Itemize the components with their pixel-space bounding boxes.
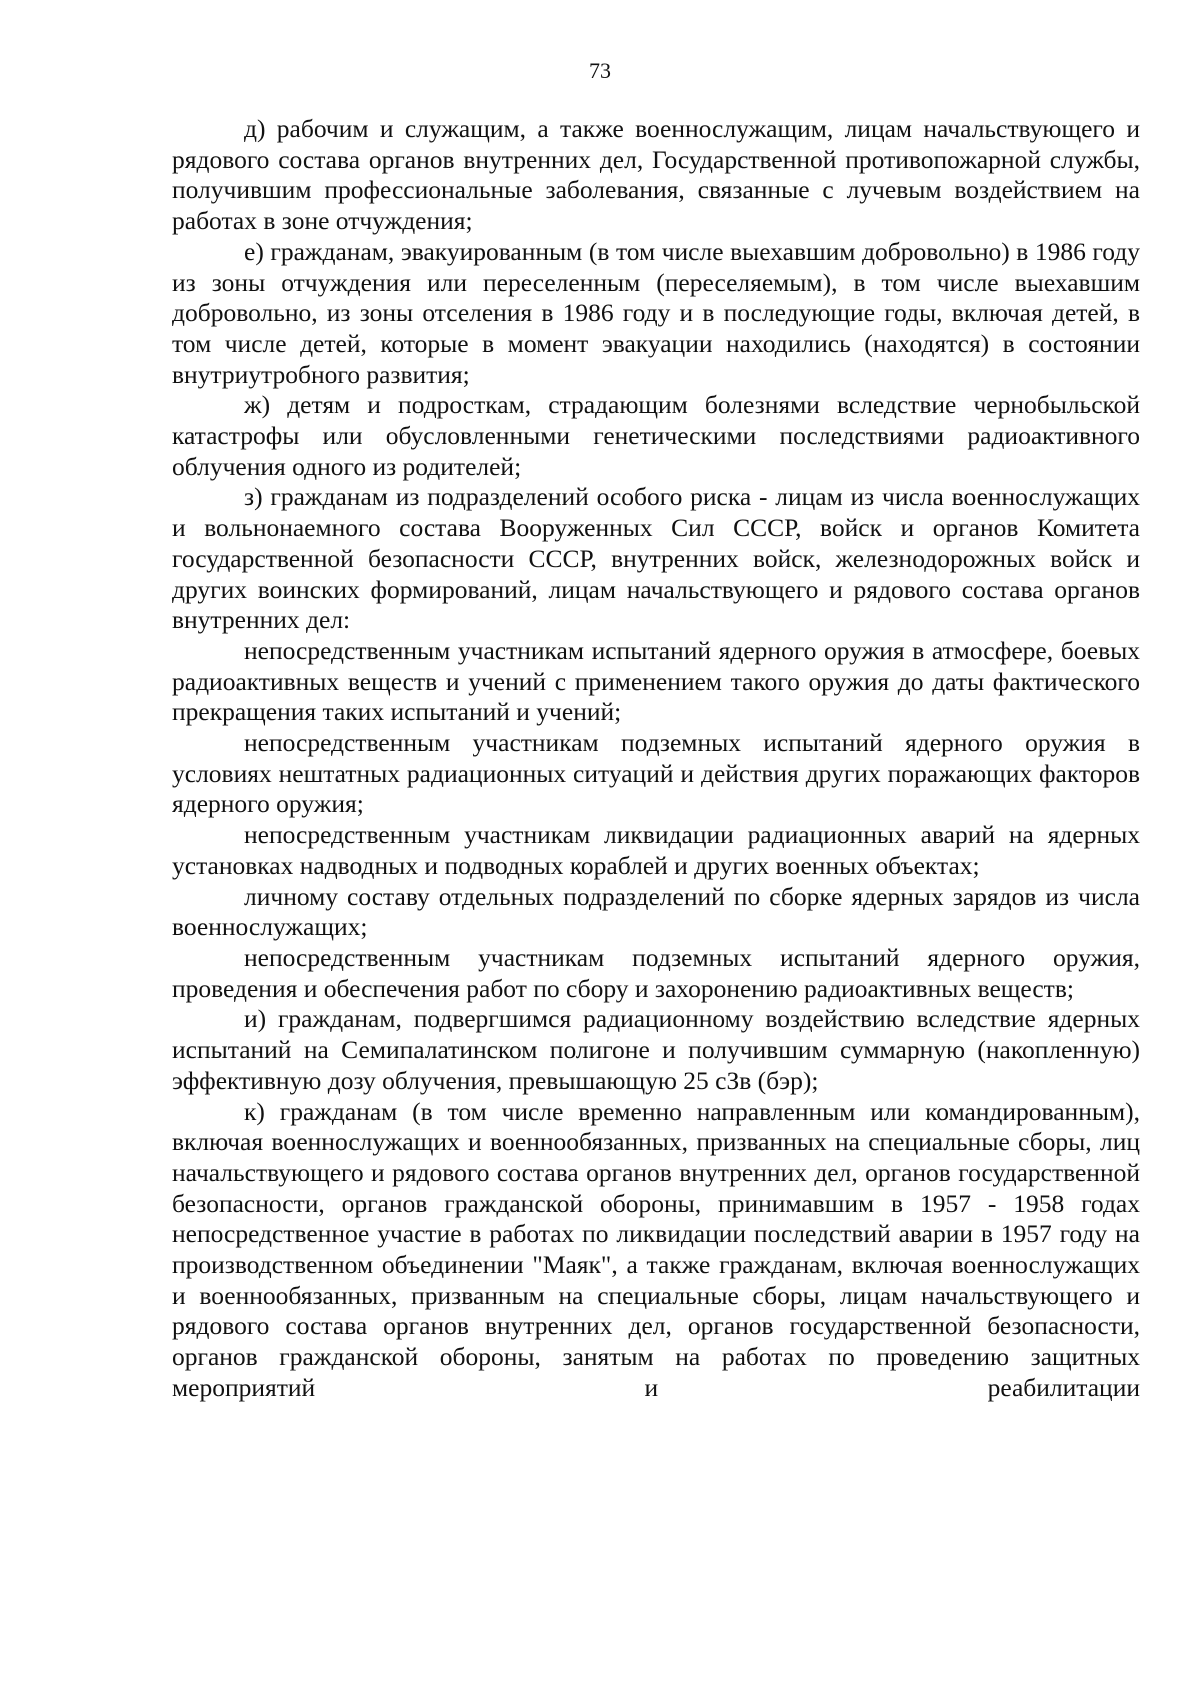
paragraph-k: к) гражданам (в том числе временно направленным или командированным), включая военнослужащих и военнообязанных, призванных на специальные сборы, лиц начальствующего и рядового состава органов внутренних дел, органов государственной безопасности, органов гражданской обороны, принимавшим в 1957 - 1958 годах непосредственное участие в работах по ликвидации последствий аварии в 1957 году на производственном объединении "Маяк", а также гражданам, включая военнослужащих и военнообязанных, призванным на специальные сборы, лицам начальствующего и рядового состава органов внутренних дел, органов государственной безопасности, органов гражданской обороны, занятым на работах по проведению защитных мероприятий и реабилитации	[172, 1096, 1140, 1402]
paragraph-z-item-2: непосредственным участникам подземных испытаний ядерного оружия в условиях нештатных радиационных ситуаций и действия других поражающих факторов ядерного оружия;	[172, 728, 1140, 819]
paragraph-e: е) гражданам, эвакуированным (в том числе выехавшим добровольно) в 1986 году из зоны отчуждения или переселенным (переселяемым), в том числе выехавшим добровольно, из зоны отселения в 1986 году и в последующие годы, включая детей, в том числе детей, которые в момент эвакуации находились (находятся) в состоянии внутриутробного развития;	[172, 236, 1140, 389]
paragraph-i: и) гражданам, подвергшимся радиационному воздействию вследствие ядерных испытаний на Семипалатинском полигоне и получившим суммарную (накопленную) эффективную дозу облучения, превышающую 25 сЗв (бэр);	[172, 1004, 1140, 1095]
paragraph-z-item-3: непосредственным участникам ликвидации радиационных аварий на ядерных установках надводных и подводных кораблей и других военных объектах;	[172, 820, 1140, 880]
paragraph-z-item-1: непосредственным участникам испытаний ядерного оружия в атмосфере, боевых радиоактивных веществ и учений с применением такого оружия до даты фактического прекращения таких испытаний и учений;	[172, 635, 1140, 727]
paragraph-z: з) гражданам из подразделений особого риска - лицам из числа военнослужащих и вольнонаемного состава Вооруженных Сил СССР, войск и органов Комитета государственной безопасности СССР, внутренних войск, железнодорожных войск и других воинских формирований, лицам начальствующего и рядового состава органов внутренних дел:	[172, 482, 1140, 635]
page-number: 73	[589, 58, 611, 83]
paragraph-z-item-4: личному составу отдельных подразделений по сборке ядерных зарядов из числа военнослужащих;	[172, 881, 1140, 942]
document-body	[172, 114, 1140, 1404]
paragraph-d: д) рабочим и служащим, а также военнослужащим, лицам начальствующего и рядового состава органов внутренних дел, Государственной противопожарной службы, получившим профессиональные заболевания, связанные с лучевым воздействием на работах в зоне отчуждения;	[172, 114, 1140, 236]
paragraph-zh: ж) детям и подросткам, страдающим болезнями вследствие чернобыльской катастрофы или обусловленными генетическими последствиями радиоактивного облучения одного из родителей;	[172, 390, 1140, 481]
paragraph-z-item-5: непосредственным участникам подземных испытаний ядерного оружия, проведения и обеспечения работ по сбору и захоронению радиоактивных веществ;	[172, 942, 1140, 1003]
